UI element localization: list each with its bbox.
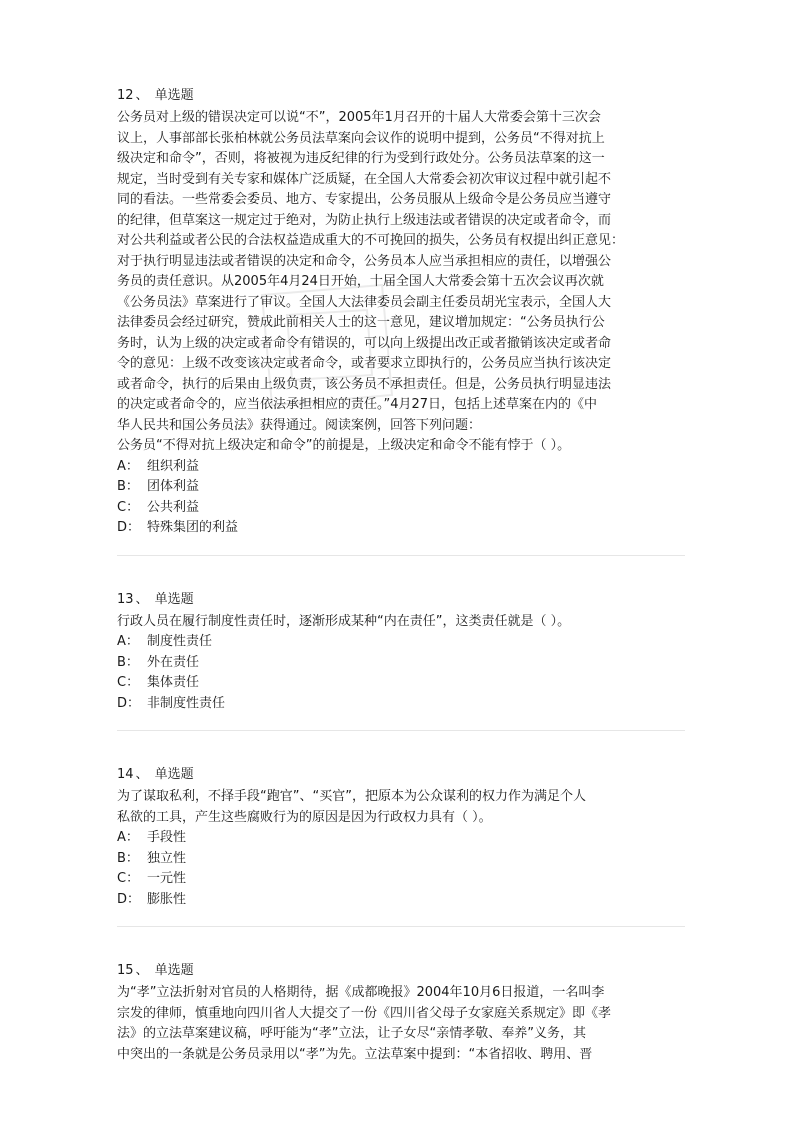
answer-option[interactable]	[117, 632, 687, 653]
question-block	[117, 86, 687, 539]
option-text: 组织利益	[147, 458, 200, 474]
answer-option[interactable]	[117, 653, 687, 674]
answer-option[interactable]	[117, 518, 687, 539]
option-text: 膨胀性	[147, 891, 187, 907]
option-letter: A：	[117, 458, 139, 474]
question-text-line: 法》的立法草案建议稿，呼吁能为“孝”立法，让子女尽“亲情孝敬、奉养”义务，其	[117, 1026, 586, 1041]
answer-option[interactable]	[117, 673, 687, 694]
option-text: 集体责任	[147, 675, 200, 690]
question-text-line: 公务员对上级的错误决定可以说“不”，2005年1月召开的十届人大常委会第十三次会	[117, 110, 601, 125]
question-text-line: 务时，认为上级的决定或者命令有错误的，可以向上级提出改正或者撤销该决定或者命	[117, 335, 612, 351]
question-text-line: 规定，当时受到有关专家和媒体广泛质疑，在全国人大常委会初次审议过程中就引起不	[117, 171, 612, 187]
option-text: 独立性	[147, 850, 187, 866]
option-text: 手段性	[147, 830, 187, 845]
question-number: 12	[117, 88, 134, 103]
question-divider	[117, 926, 685, 927]
question-separator: 、	[135, 591, 149, 607]
option-letter: B：	[117, 654, 139, 670]
question-header	[117, 765, 687, 785]
option-letter: A：	[117, 830, 139, 845]
answer-option[interactable]	[117, 869, 687, 890]
question-text-line: 的决定或者命令的，应当依法承担相应的责任。”4月27日，包括上述草案在内的《中	[117, 397, 598, 412]
question-text-line: 或者命令，执行的后果由上级负责，该公务员不承担责任。但是，公务员执行明显违法	[117, 376, 612, 392]
option-letter: C：	[117, 675, 140, 690]
question-type: 单选题	[154, 767, 194, 782]
option-text: 外在责任	[147, 654, 200, 670]
answer-option[interactable]	[117, 477, 687, 498]
question-text-line: 《公务员法》草案进行了审议。全国人大法律委员会副主任委员胡光宝表示，全国人大	[117, 294, 612, 310]
question-divider	[117, 730, 685, 731]
question-text-line: 令的意见：上级不改变该决定或者命令，或者要求立即执行的，公务员应当执行该决定	[117, 356, 612, 371]
question-text-line: 宗发的律师，慎重地向四川省人大提交了一份《四川省父母子女家庭关系规定》即《孝	[117, 1005, 612, 1021]
option-letter: A：	[117, 634, 139, 649]
option-text: 特殊集团的利益	[147, 520, 239, 535]
question-separator: 、	[135, 963, 149, 978]
answer-option[interactable]	[117, 828, 687, 849]
question-text-line: 议上，人事部部长张柏林就公务员法草案向会议作的说明中提到，公务员“不得对抗上	[117, 130, 605, 146]
question-text-line: 法律委员会经过研究，赞成此前相关人士的这一意见，建议增加规定：“公务员执行公	[117, 315, 605, 330]
question-header	[117, 590, 687, 610]
question-number: 15	[117, 963, 134, 978]
option-text: 非制度性责任	[147, 695, 226, 711]
answer-option[interactable]	[117, 849, 687, 870]
question-text-line: 对公共利益或者公民的合法权益造成重大的不可挽回的损失，公务员有权提出纠正意见：	[117, 233, 625, 248]
option-letter: B：	[117, 479, 139, 494]
question-type: 单选题	[154, 963, 194, 978]
question-text-line: 对于执行明显违法或者错误的决定和命令，公务员本人应当承担相应的责任，以增强公	[117, 253, 612, 269]
question-text-line: 为了谋取私利，不择手段“跑官”、“买官”，把原本为公众谋利的权力作为满足个人	[117, 789, 586, 804]
answer-option[interactable]	[117, 498, 687, 519]
option-letter: D：	[117, 695, 141, 711]
question-divider	[117, 555, 685, 556]
option-text: 一元性	[147, 871, 187, 886]
question-text-line: 公务员“不得对抗上级决定和命令”的前提是，上级决定和命令不能有悖于（ ）。	[117, 438, 571, 453]
question-text-line: 行政人员在履行制度性责任时，逐渐形成某种“内在责任”，这类责任就是（ ）。	[117, 613, 571, 629]
question-block	[117, 590, 687, 715]
question-header	[117, 961, 687, 981]
question-text-line: 同的看法。一些常委会委员、地方、专家提出，公务员服从上级命令是公务员应当遵守	[117, 192, 612, 207]
question-type: 单选题	[154, 591, 194, 607]
answer-option[interactable]	[117, 457, 687, 478]
option-text: 团体利益	[147, 479, 200, 494]
question-text-line: 的纪律，但草案这一规定过于绝对，为防止执行上级违法或者错误的决定或者命令，而	[117, 212, 612, 228]
question-header	[117, 86, 687, 106]
option-text: 公共利益	[147, 499, 200, 515]
question-text-line: 中突出的一条就是公务员录用以“孝”为先。立法草案中提到：“本省招收、聘用、晋	[117, 1046, 593, 1062]
question-separator: 、	[135, 767, 149, 782]
option-text: 制度性责任	[147, 634, 213, 649]
question-text-line: 华人民共和国公务员法》获得通过。阅读案例，回答下列问题：	[117, 417, 482, 433]
question-text-line: 私欲的工具，产生这些腐败行为的原因是因为行政权力具有（ ）。	[117, 809, 492, 825]
question-text-line: 务员的责任意识。从2005年4月24日开始，十届全国人大常委会第十五次会议再次就	[117, 274, 604, 289]
question-block	[117, 961, 687, 1065]
option-letter: C：	[117, 871, 140, 886]
question-page	[117, 86, 687, 1065]
answer-option[interactable]	[117, 890, 687, 911]
question-number: 14	[117, 767, 134, 782]
question-number: 13	[117, 591, 134, 607]
option-letter: D：	[117, 520, 141, 535]
question-separator: 、	[135, 88, 149, 103]
option-letter: B：	[117, 850, 139, 866]
question-text-line: 为“孝”立法折射对官员的人格期待，据《成都晚报》2004年10月6日报道，一名叫李	[117, 985, 605, 1000]
answer-option[interactable]	[117, 694, 687, 715]
question-text-line: 级决定和命令”，否则，将被视为违反纪律的行为受到行政处分。公务员法草案的这一	[117, 151, 605, 166]
question-type: 单选题	[154, 88, 194, 103]
question-block	[117, 765, 687, 910]
option-letter: C：	[117, 499, 140, 515]
option-letter: D：	[117, 891, 141, 907]
